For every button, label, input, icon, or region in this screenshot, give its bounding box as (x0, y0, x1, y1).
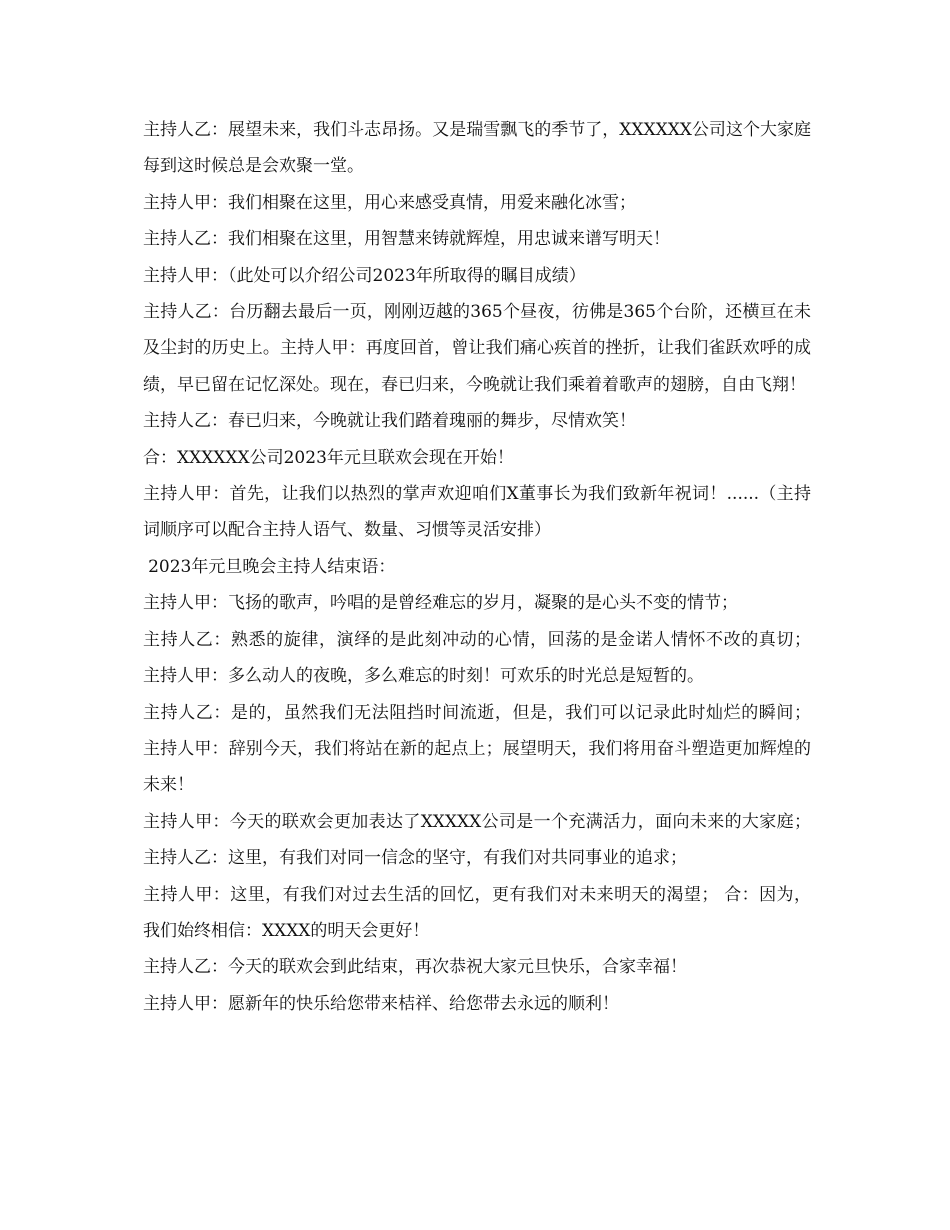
paragraph: 主持人甲：我们相聚在这里，用心来感受真情，用爱来融化冰雪； (143, 192, 636, 213)
paragraph: 合：XXXXXX公司2023年元旦联欢会现在开始！ (143, 447, 514, 468)
paragraph: 主持人甲：首先，让我们以热烈的掌声欢迎咱们X董事长为我们致新年祝词！......（主持词顺序可以配合主持人语气、数量、习惯等灵活安排） (143, 484, 811, 541)
paragraph: 主持人甲：飞扬的歌声，吟唱的是曾经难忘的岁月，凝聚的是心头不变的情节； (143, 593, 738, 614)
paragraph: 主持人乙：台历翻去最后一页，刚刚迈越的365个昼夜，彷佛是365个台阶，还横亘在未及尘封的历史上。主持人甲：再度回首，曾让我们痛心疾首的挫折，让我们雀跃欢呼的成绩，早已留在记忆深处。现在，春已归来，今晚就让我们乘着着歌声的翅膀，自由飞翔！ (143, 302, 811, 395)
section-heading: 2023年元旦晚会主持人结束语： (148, 556, 396, 577)
paragraph: 主持人乙：今天的联欢会到此结束，再次恭祝大家元旦快乐，合家幸福！ (143, 957, 687, 978)
paragraph: 主持人甲：（此处可以介绍公司2023年所取得的瞩目成绩） (143, 265, 586, 286)
paragraph: 主持人乙：我们相聚在这里，用智慧来铸就辉煌，用忠诚来谱写明天！ (143, 229, 670, 250)
paragraph: 主持人乙：展望未来，我们斗志昂扬。又是瑞雪飘飞的季节了，XXXXXX公司这个大家庭每到这时候总是会欢聚一堂。 (143, 120, 811, 177)
paragraph: 主持人甲：今天的联欢会更加表达了XXXXX公司是一个充满活力，面向未来的大家庭； 主持人乙：这里，有我们对同一信念的坚守，有我们对共同事业的追求； (143, 811, 811, 869)
paragraph: 主持人乙：春已归来，今晚就让我们踏着瑰丽的舞步，尽情欢笑！ (143, 411, 636, 432)
paragraph: 主持人甲：这里，有我们对过去生活的回忆，更有我们对未来明天的渴望； 合：因为，我们始终相信：XXXX的明天会更好！ (143, 884, 811, 941)
document-body (143, 112, 811, 1022)
paragraph: 主持人乙：是的，虽然我们无法阻挡时间流逝，但是，我们可以记录此时灿烂的瞬间； 主持人甲：辞别今天，我们将站在新的起点上；展望明天，我们将用奋斗塑造更加辉煌的未来！ (143, 702, 811, 796)
paragraph: 主持人乙：熟悉的旋律，演绎的是此刻冲动的心情，回荡的是金诺人情怀不改的真切； 主持人甲：多么动人的夜晚，多么难忘的时刻！可欢乐的时光总是短暂的。 (143, 629, 811, 687)
paragraph: 主持人甲：愿新年的快乐给您带来桔祥、给您带去永远的顺利！ (143, 993, 619, 1014)
